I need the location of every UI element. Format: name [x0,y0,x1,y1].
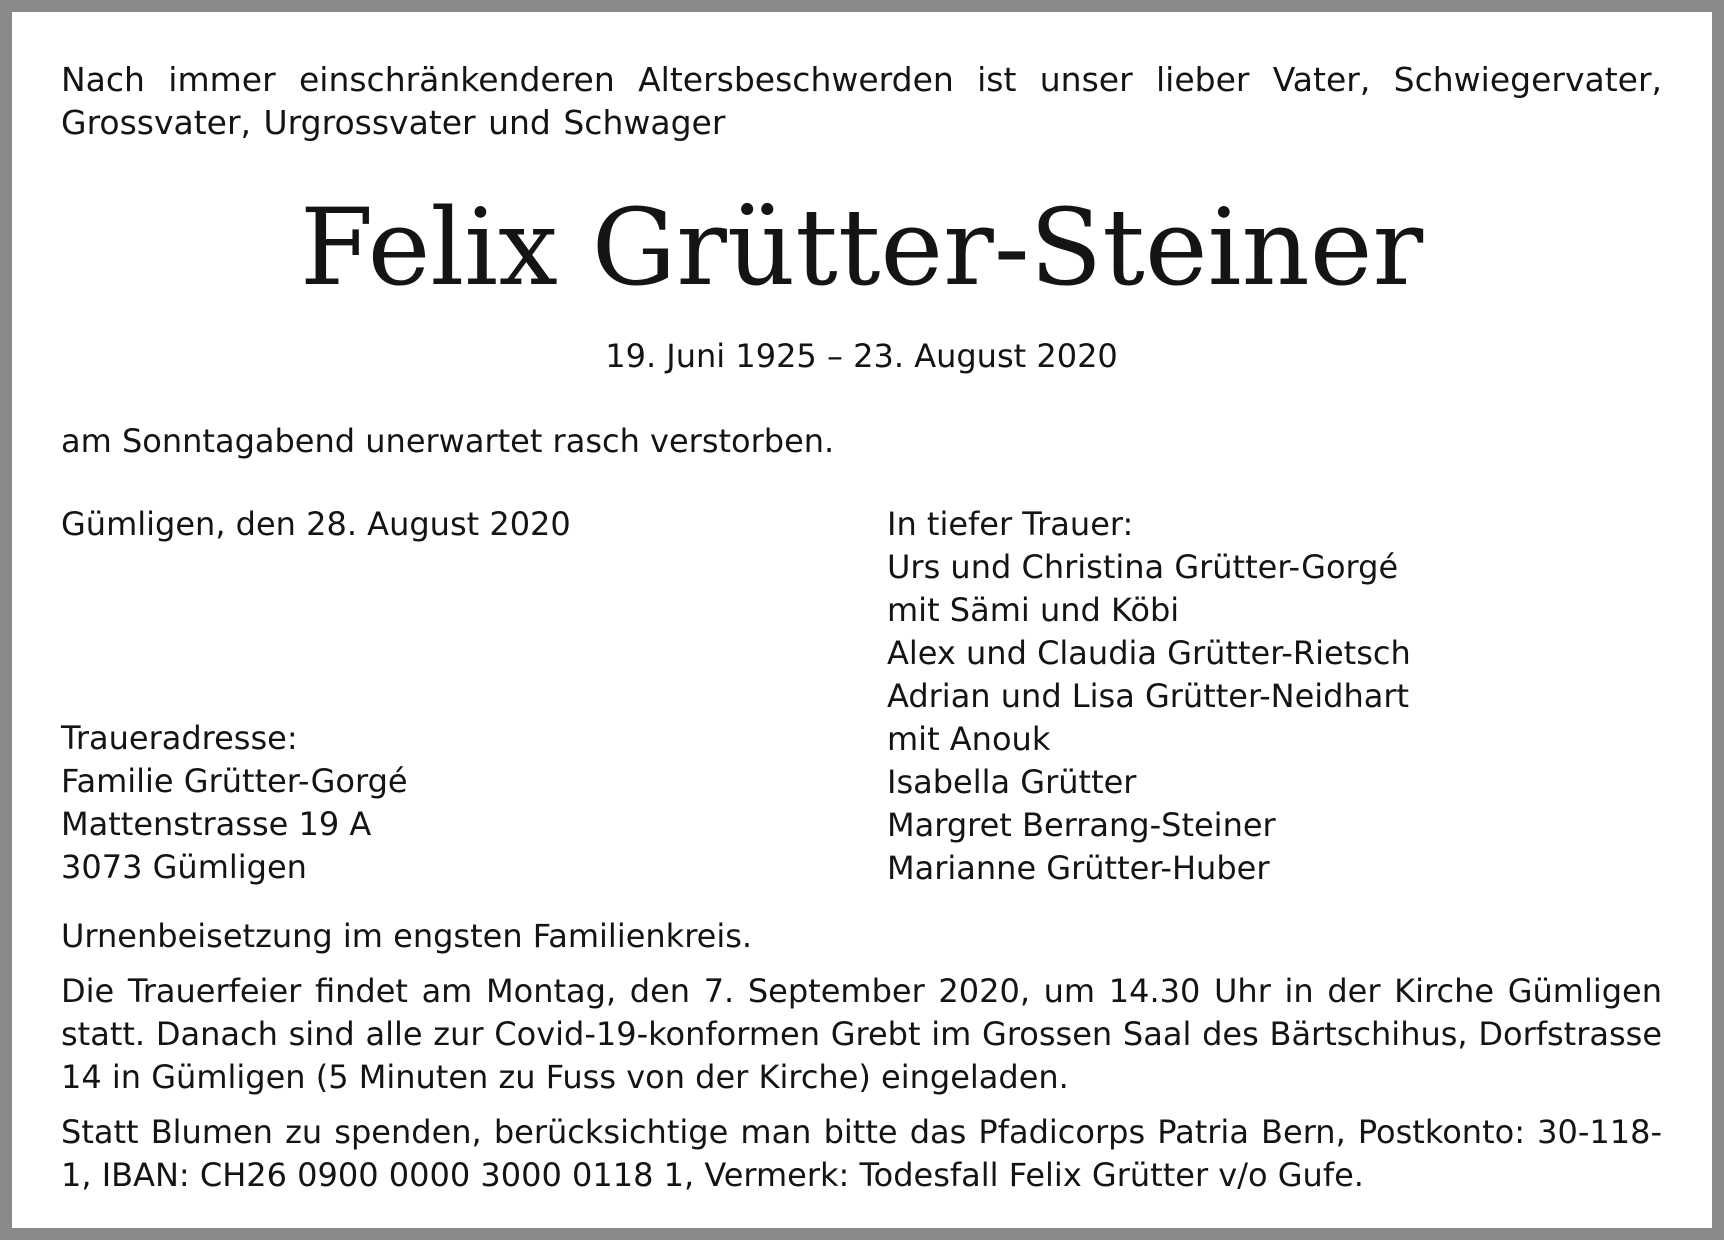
details-columns [61,503,1662,887]
mourner-line: Alex und Claudia Grütter-Rietsch [887,634,1411,672]
intro-text: Nach immer einschränkenderen Altersbeschwerden ist unser lieber Vater, Schwiegervater, Grossvater, Urgrossvater und Schwager [61,60,1662,142]
burial-note: Urnenbeisetzung im engsten Familienkreis. [61,917,753,955]
mourner-line: Isabella Grütter [887,763,1137,801]
left-column [61,503,861,886]
mourner-line: Urs und Christina Grütter-Gorgé [887,548,1399,586]
address-heading: Traueradresse: [61,719,298,757]
mourning-address [61,717,408,889]
mourner-line: mit Sämi und Köbi [887,591,1180,629]
mourners-heading: In tiefer Trauer: [887,505,1134,543]
donation-text: Statt Blumen zu spenden, berücksichtige man bitte das Pfadicorps Patria Bern, Postkonto: 30-118-1, IBAN: CH26 0900 0000 3000 0118 1, Vermerk: Todesfall Felix Grütter v/o Gufe. [61,1113,1662,1194]
mourner-line: Margret Berrang-Steiner [887,806,1276,844]
mourners-list [887,503,1687,890]
ceremony-text: Die Trauerfeier findet am Montag, den 7. September 2020, um 14.30 Uhr in der Kirche Gümligen statt. Danach sind alle zur Covid-19-konformen Grebt im Grossen Saal des Bärtschihus, Dorfstrasse 14 in Gümligen (5 Minuten zu Fuss von der Kirche) eingeladen. [61,972,1662,1096]
address-line: Familie Grütter-Gorgé [61,762,408,800]
address-line: Mattenstrasse 19 A [61,805,372,843]
life-dates: 19. Juni 1925 – 23. August 2020 [605,337,1118,375]
deceased-name: Felix Grütter-Steiner [299,186,1424,309]
mourner-line: Marianne Grütter-Huber [887,849,1270,887]
place-date: Gümligen, den 28. August 2020 [61,505,571,543]
address-line: 3073 Gümligen [61,848,307,886]
mourner-line: mit Anouk [887,720,1051,758]
passing-text: am Sonntagabend unerwartet rasch verstorben. [61,422,835,460]
mourner-line: Adrian und Lisa Grütter-Neidhart [887,677,1410,715]
obituary-notice [12,12,1712,1228]
